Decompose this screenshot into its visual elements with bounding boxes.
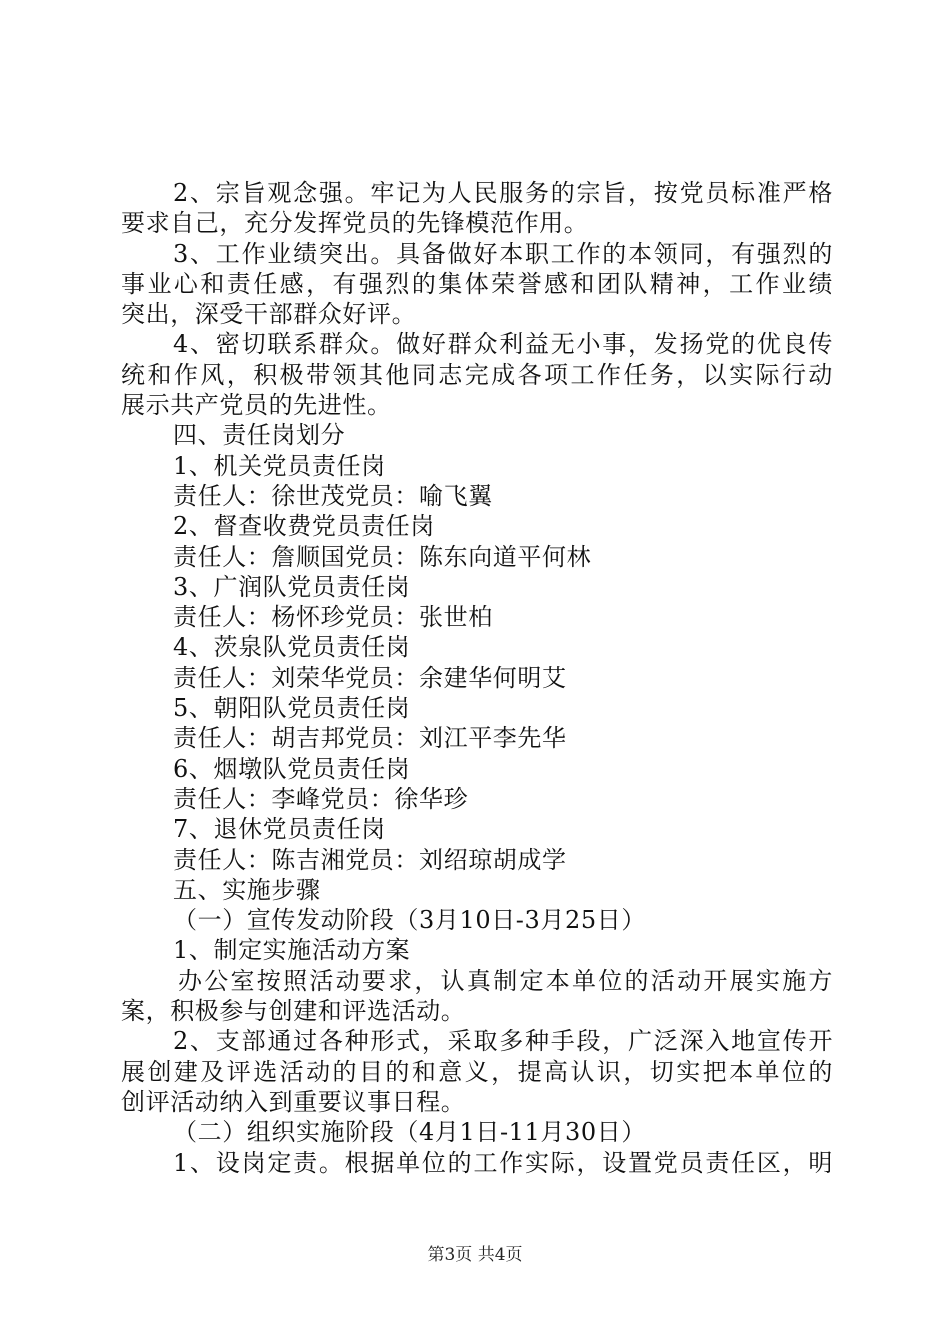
list-item: 责任人：徐世茂党员：喻飞翼 [173, 481, 493, 510]
paragraph-line: 4、密切联系群众。做好群众利益无小事，发扬党的优良传 [173, 330, 833, 359]
list-item: 1、机关党员责任岗 [173, 451, 386, 480]
paragraph-line: 要求自己，充分发挥党员的先锋模范作用。 [121, 209, 589, 238]
paragraph-line: 案，积极参与创建和评选活动。 [121, 997, 466, 1026]
paragraph-line: 创评活动纳入到重要议事日程。 [121, 1087, 466, 1116]
paragraph-line: 办公室按照活动要求，认真制定本单位的活动开展实施方 [178, 966, 833, 995]
document-body [121, 178, 833, 1178]
section-heading: 四、责任岗划分 [173, 421, 346, 450]
paragraph-line: 展创建及评选活动的目的和意义，提高认识，切实把本单位的 [121, 1057, 833, 1086]
section-heading: 五、实施步骤 [173, 875, 321, 904]
list-item: 责任人：刘荣华党员：余建华何明艾 [173, 663, 567, 692]
list-item: 5、朝阳队党员责任岗 [173, 694, 411, 723]
list-item: 4、茨泉队党员责任岗 [173, 633, 411, 662]
paragraph-line: 3、工作业绩突出。具备做好本职工作的本领同，有强烈的 [173, 239, 833, 268]
paragraph-line: 展示共产党员的先进性。 [121, 391, 392, 420]
list-item: 7、退休党员责任岗 [173, 815, 386, 844]
paragraph-line: 统和作风，积极带领其他同志完成各项工作任务，以实际行动 [121, 360, 833, 389]
page-footer: 第3页 共4页 [427, 1245, 523, 1265]
paragraph-line: 1、设岗定责。根据单位的工作实际，设置党员责任区，明 [173, 1148, 833, 1177]
list-item: 2、督查收费党员责任岗 [173, 512, 435, 541]
list-item: 责任人：陈吉湘党员：刘绍琼胡成学 [173, 845, 567, 874]
paragraph-line: 事业心和责任感，有强烈的集体荣誉感和团队精神，工作业绩 [121, 269, 833, 298]
list-item: 责任人：胡吉邦党员：刘江平李先华 [173, 724, 567, 753]
list-item: 6、烟墩队党员责任岗 [173, 754, 411, 783]
list-item: 责任人：杨怀珍党员：张世柏 [173, 603, 493, 632]
subsection-heading: （一）宣传发动阶段（3月10日-3月25日） [173, 906, 646, 935]
paragraph-line: 2、宗旨观念强。牢记为人民服务的宗旨，按党员标准严格 [173, 179, 833, 207]
list-item: 3、广润队党员责任岗 [173, 572, 411, 601]
list-item: 责任人：詹顺国党员：陈东向道平何林 [173, 542, 592, 571]
paragraph-line: 突出，深受干部群众好评。 [121, 300, 417, 329]
list-item: 责任人：李峰党员：徐华珍 [173, 784, 469, 813]
list-item: 1、制定实施活动方案 [173, 936, 411, 965]
paragraph-line: 2、支部通过各种形式，采取多种手段，广泛深入地宣传开 [173, 1027, 833, 1056]
subsection-heading: （二）组织实施阶段（4月1日-11月30日） [173, 1118, 646, 1147]
